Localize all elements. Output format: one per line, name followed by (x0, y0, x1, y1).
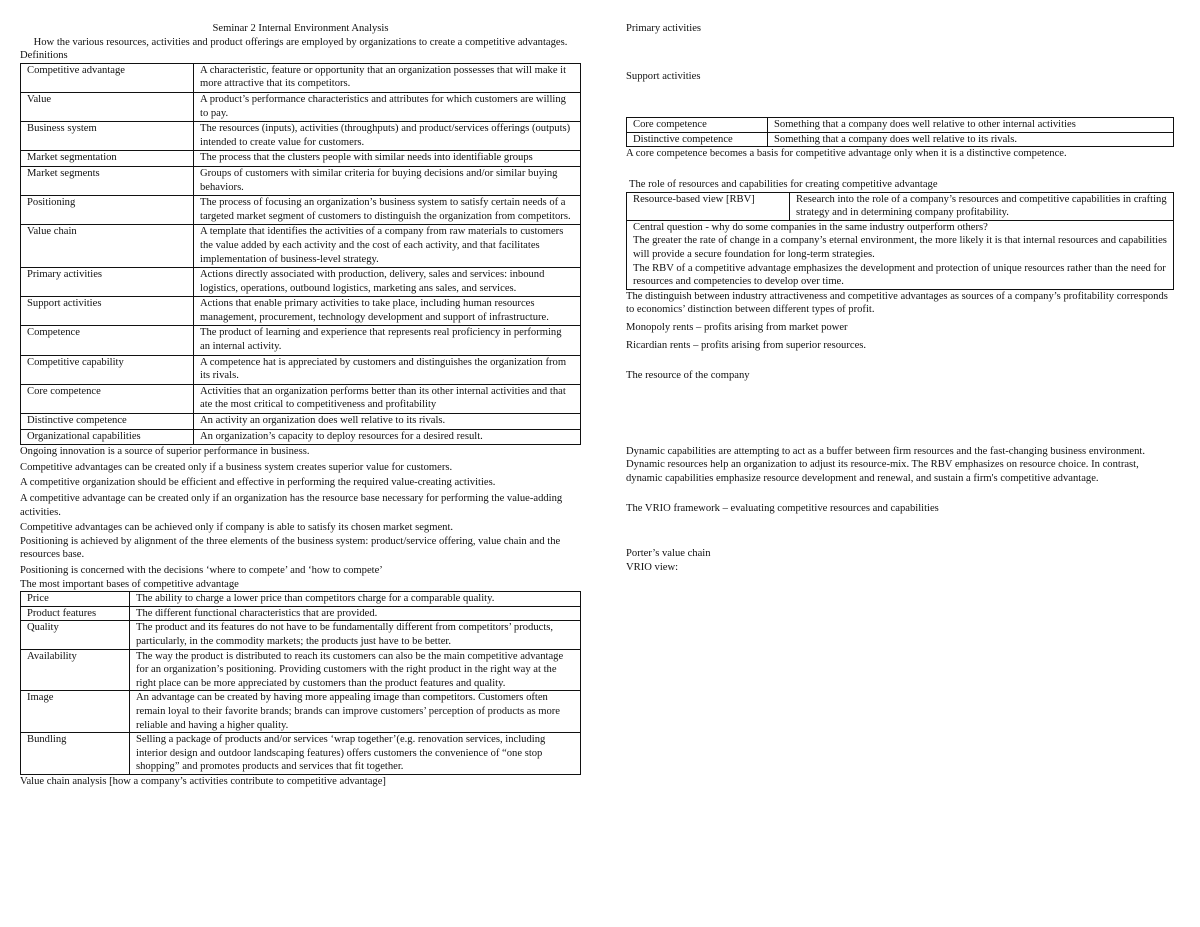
definitions-heading: Definitions (20, 50, 68, 62)
paragraph: Competitive advantages can be achieved only if company is able to satisfy its chosen market segment. (20, 522, 454, 534)
definition-cell: An activity an organization does well relative to its rivals. (194, 414, 581, 430)
definitions-table (20, 63, 581, 445)
paragraph: Ongoing innovation is a source of superior performance in business. (20, 446, 310, 458)
table-row (21, 166, 581, 195)
table-row (21, 691, 581, 733)
page-subtitle: How the various resources, activities and product offerings are employed by organizations to create a competitive advantages. (33, 36, 568, 48)
term-cell: Availability (21, 649, 130, 691)
support-activities-label: Support activities (626, 70, 701, 82)
term-cell: Support activities (21, 297, 194, 326)
definition-cell: An organization’s capacity to deploy resources for a desired result. (194, 429, 581, 445)
term-cell: Price (21, 592, 130, 607)
definition-cell: Something that a company does well relative to its rivals. (768, 132, 1174, 147)
table-row (627, 132, 1174, 147)
vrio-heading: The VRIO framework – evaluating competitive resources and capabilities (626, 503, 939, 515)
dynamic-capabilities-paragraph: Dynamic capabilities are attempting to act as a buffer between firm resources and the fast-changing business environment. Dynamic resources help an organization to adjust its resource-mix. The RBV emphasizes on resource choice. In contrast, dynamic capabilities emphasize resource development and renewal, and sustain a firm's competitive advantage. (626, 445, 1146, 484)
table-row (21, 92, 581, 121)
value-chain-footer: Value chain analysis [how a company’s activities contribute to competitive advantage] (20, 775, 386, 787)
paragraph: Competitive advantages can be created only if a business system creates superior value for customers. (20, 461, 453, 473)
term-cell: Core competence (21, 384, 194, 413)
term-cell: Core competence (627, 118, 768, 133)
rbv-box (626, 221, 1174, 290)
table-row (21, 384, 581, 413)
term-cell: Competitive advantage (21, 63, 194, 92)
table-row (21, 122, 581, 151)
term-cell: Market segments (21, 166, 194, 195)
term-cell: Value chain (21, 225, 194, 268)
definition-cell: A product’s performance characteristics and attributes for which customers are willing to pay. (194, 92, 581, 121)
definition-cell: A template that identifies the activities of a company from raw materials to customers the value added by each activity and the cost of each activity, and that facilitates implementation of business-level strategy. (194, 225, 581, 268)
term-cell: Organizational capabilities (21, 429, 194, 445)
definition-cell: A characteristic, feature or opportunity that an organization possesses that will make it more attractive that its competitors. (194, 63, 581, 92)
ricardian-rents: Ricardian rents – profits arising from superior resources. (626, 339, 867, 351)
term-cell: Competence (21, 326, 194, 355)
definition-cell: A competence hat is appreciated by customers and distinguishes the organization from its rivals. (194, 355, 581, 384)
right-column (626, 0, 1174, 574)
definition-cell: The resources (inputs), activities (throughputs) and product/services offerings (outputs) intended to create value for customers. (194, 122, 581, 151)
definition-cell: Selling a package of products and/or services ‘wrap together’(e.g. renovation services, including interior design and outdoor landscaping features) offers customers the convenience of “one stop shopping” and promotes products and services that fit together. (130, 733, 581, 775)
definition-cell: The ability to charge a lower price than competitors charge for a comparable quality. (130, 592, 581, 607)
left-column (20, 0, 581, 788)
resource-heading: The resource of the company (626, 370, 750, 382)
paragraph: A competitive organization should be efficient and effective in performing the required value-creating activities. (20, 477, 496, 489)
table-row (21, 63, 581, 92)
rbv-box-line: Central question - why do some companies in the same industry outperform others? (633, 221, 988, 233)
competence-table (626, 117, 1174, 147)
primary-activities-label: Primary activities (626, 23, 702, 34)
paragraph: A competitive advantage can be created only if an organization has the resource base necessary for performing the value-adding activities. (20, 493, 563, 518)
table-row (21, 355, 581, 384)
distinguish-paragraph: The distinguish between industry attractiveness and competitive advantages as sources of a company’s profitability corresponds to economics’ distinction between different types of profit. (626, 290, 1168, 316)
rbv-table (626, 192, 1174, 221)
term-cell: Image (21, 691, 130, 733)
term-cell: Quality (21, 621, 130, 649)
definition-cell: The process that the clusters people with similar needs into identifiable groups (194, 151, 581, 167)
term-cell: Value (21, 92, 194, 121)
rbv-box-line: The greater the rate of change in a company’s eternal environment, the more likely it is that internal resources and capabilities will provide a secure foundation for long-term strategies. (633, 235, 1167, 260)
definition-cell: Something that a company does well relative to other internal activities (768, 118, 1174, 133)
role-heading: The role of resources and capabilities for creating competitive advantage (629, 178, 938, 190)
definition-cell: The product of learning and experience that represents real proficiency in performing an internal activity. (194, 326, 581, 355)
paragraph: Positioning is concerned with the decisions ‘where to compete’ and ‘how to compete’ (20, 564, 383, 576)
definition-cell: The product and its features do not have to be fundamentally different from competitors’ products, particularly, in the commodity markets; the products just have to be better. (130, 621, 581, 649)
rbv-term: Resource-based view [RBV] (627, 192, 790, 220)
term-cell: Distinctive competence (627, 132, 768, 147)
definition-cell: Actions directly associated with production, delivery, sales and services: inbound logistics, operations, outbound logistics, marketing ans sales, and services. (194, 268, 581, 297)
porter-heading: Porter’s value chain (626, 548, 711, 560)
term-cell: Competitive capability (21, 355, 194, 384)
rbv-definition: Research into the role of a company’s resources and competitive capabilities in crafting strategy and in determining company profitability. (790, 192, 1174, 220)
table-row (21, 414, 581, 430)
definition-cell: The different functional characteristics that are provided. (130, 606, 581, 621)
term-cell: Market segmentation (21, 151, 194, 167)
definition-cell: Activities that an organization performs better than its other internal activities and that ate the most critical to competitiveness and profitability (194, 384, 581, 413)
table-row (21, 606, 581, 621)
table-row (627, 118, 1174, 133)
term-cell: Distinctive competence (21, 414, 194, 430)
table-row (21, 326, 581, 355)
table-row (21, 151, 581, 167)
definition-cell: The process of focusing an organization’s business system to satisfy certain needs of a targeted market segment of customers to distinguish the organization from competitors. (194, 196, 581, 225)
bases-table (20, 591, 581, 775)
table-row (21, 225, 581, 268)
bases-heading: The most important bases of competitive advantage (20, 578, 239, 590)
term-cell: Bundling (21, 733, 130, 775)
term-cell: Business system (21, 122, 194, 151)
monopoly-rents: Monopoly rents – profits arising from market power (626, 321, 848, 333)
table-row (21, 621, 581, 649)
term-cell: Primary activities (21, 268, 194, 297)
core-competence-note: A core competence becomes a basis for competitive advantage only when it is a distinctive competence. (626, 148, 1067, 160)
term-cell: Product features (21, 606, 130, 621)
table-row (21, 733, 581, 775)
definition-cell: An advantage can be created by having more appealing image than competitors. Customers often remain loyal to their favorite brands; brands can improve customers’ perception of products as more reliable and having a higher quality. (130, 691, 581, 733)
definition-cell: Actions that enable primary activities to take place, including human resources management, procurement, technology development and support of infrastructure. (194, 297, 581, 326)
page-title: Seminar 2 Internal Environment Analysis (212, 23, 389, 34)
paragraph: Positioning is achieved by alignment of the three elements of the business system: product/service offering, value chain and the resources base. (20, 535, 561, 561)
rbv-box-line: The RBV of a competitive advantage emphasizes the development and protection of unique resources rather than the need for resources and competencies to develop over time. (633, 262, 1166, 288)
left-paragraphs (20, 445, 581, 577)
table-row (627, 192, 1174, 220)
definition-cell: Groups of customers with similar criteria for buying decisions and/or similar buying behaviors. (194, 166, 581, 195)
table-row (21, 196, 581, 225)
table-row (21, 297, 581, 326)
table-row (21, 592, 581, 607)
table-row (21, 268, 581, 297)
term-cell: Positioning (21, 196, 194, 225)
definition-cell: The way the product is distributed to reach its customers can also be the main competitive advantage for an organization’s positioning. Providing customers with the right product in the right way at the right place can be more appreciated by customers than the product features and quality. (130, 649, 581, 691)
table-row (21, 649, 581, 691)
table-row (21, 429, 581, 445)
vrio-view-label: VRIO view: (626, 561, 679, 573)
